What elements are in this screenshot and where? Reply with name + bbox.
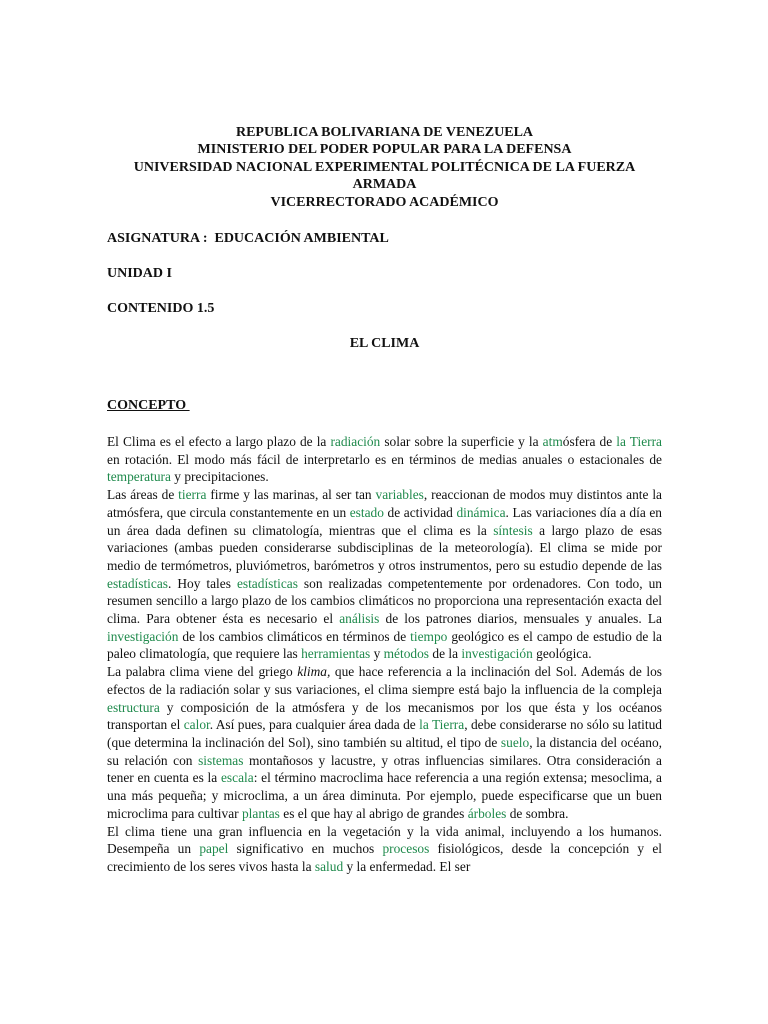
inline-link[interactable]: estadísticas [107,575,168,591]
inline-link[interactable]: métodos [383,646,430,662]
paragraph-text: y precipitaciones. [170,469,269,485]
inline-link[interactable]: estadísticas [236,575,298,591]
inline-link[interactable]: herramientas [301,646,371,662]
inline-link[interactable]: estructura [107,699,160,715]
inline-link[interactable]: la Tierra [616,434,662,450]
inline-link[interactable]: dinámica [456,504,506,520]
document-body [107,433,662,876]
paragraph-text: significativo en muchos [228,841,383,857]
paragraph-text: de los patrones diarios, mensuales y anuales. La [379,611,662,627]
paragraph-text: El clima tiene una gran influencia en la vegetación y la vida animal, incluyendo a los humanos. Desempeña un [107,823,662,857]
unidad-label: UNIDAD I [107,266,172,282]
header-line-universidad: UNIVERSIDAD NACIONAL EXPERIMENTAL POLITÉCNICA DE LA FUERZA [133,159,636,175]
inline-link[interactable]: suelo [500,734,530,750]
inline-link[interactable]: atm [542,434,563,450]
paragraph-text: montañosos y lacustre, y otras influencias similares. Otra consideración a tener en cuenta es la [107,752,663,786]
inline-link[interactable]: variables [375,487,424,503]
paragraph-text: , debe considerarse no sólo su latitud (que determina la inclinación del Sol), sino también su altitud, el tipo de [107,717,662,750]
paragraph-text: geológico es el campo de estudio de la paleo climatología, que requiere las [107,628,662,662]
paragraph-text: a largo plazo de esas variaciones (ambas pueden considerarse subdisciplinas de la meteorología). El clima se mide por medio de termómetros, pluviómetros, barómetros y otros instrumentos, pero su estudio depende de las [107,522,663,573]
body-paragraph [107,823,662,876]
paragraph-text: es el que hay al abrigo de grandes [279,805,468,821]
inline-link[interactable]: calor [183,717,210,733]
inline-link[interactable]: investigación [107,628,179,644]
paragraph-text: , reaccionan de modos muy distintos ante la atmósfera, que circula constantemente en un [107,487,662,520]
inline-link[interactable]: tierra [178,487,207,503]
inline-link[interactable]: procesos [382,841,430,857]
inline-link[interactable]: análisis [339,611,380,627]
paragraph-text: que hace referencia a la inclinación del Sol. Además de los efectos de la radiación solar y sus variaciones, el clima siempre está bajo la influencia de la compleja [107,664,662,697]
paragraph-text: . Hoy tales [167,575,237,591]
header-line-vicerrectorado: VICERRECTORADO ACADÉMICO [270,194,499,210]
inline-link[interactable]: salud [314,858,344,874]
paragraph-text: : el término macroclima hace referencia a una región extensa; mesoclima, a una más pequeña; y microclima, a un área diminuta. Por ejemplo, puede especificarse que un buen microclima para cultivar [107,770,662,821]
inline-link[interactable]: sistemas [198,752,244,768]
paragraph-text: . Así pues, para cualquier área dada de [209,717,420,733]
inline-link[interactable]: papel [199,841,229,857]
paragraph-text: fisiológicos, desde la concepción y el crecimiento de los seres vivos hasta la [107,841,662,874]
inline-link[interactable]: estado [349,504,384,520]
inline-link[interactable]: árboles [467,805,507,821]
paragraph-text: , la distancia del océano, su relación con [107,734,662,768]
italic-term: klima, [297,664,331,680]
paragraph-text: de la [429,646,462,662]
paragraph-text: de los cambios climáticos en términos de [178,628,411,644]
inline-link[interactable]: temperatura [107,469,171,485]
asignatura-label: ASIGNATURA : EDUCACIÓN AMBIENTAL [107,231,389,247]
document-header [107,124,662,211]
header-line-armada: ARMADA [352,177,417,193]
paragraph-text: en rotación. El modo más fácil de interpretarlo es en términos de medias anuales o estacionales de [107,451,662,467]
inline-link[interactable]: radiación [330,434,381,450]
paragraph-text: La palabra clima viene del griego [107,664,298,680]
paragraph-text: El Clima es el efecto a largo plazo de la [107,434,331,450]
body-paragraph [107,663,662,822]
paragraph-text: . Las variaciones día a día en un área dada definen su climatología, mientras que el clima es la [107,504,662,538]
body-paragraph [107,433,662,486]
paragraph-text: de sombra. [506,805,569,821]
paragraph-text: y [370,646,384,662]
paragraph-text: firme y las marinas, al ser tan [206,487,376,503]
header-line-ministerio: MINISTERIO DEL PODER POPULAR PARA LA DEFENSA [197,142,572,158]
paragraph-text: de actividad [383,504,457,520]
contenido-label: CONTENIDO 1.5 [107,301,215,317]
paragraph-text: son realizadas competentemente por ordenadores. Con todo, un resumen sencillo a largo plazo de los cambios climáticos no proporciona una representación exacta del clima. Para obtener ésta es necesario el [107,575,662,627]
paragraph-text: geológica. [532,646,592,662]
concepto-heading: CONCEPTO [107,398,190,414]
inline-link[interactable]: escala [220,770,254,786]
paragraph-text: solar sobre la superficie y la [380,434,543,450]
paragraph-text: Las áreas de [107,487,179,503]
document-title: EL CLIMA [349,336,420,352]
header-line-republica: REPUBLICA BOLIVARIANA DE VENEZUELA [235,125,534,140]
inline-link[interactable]: la Tierra [419,717,465,733]
inline-link[interactable]: plantas [241,805,280,821]
inline-link[interactable]: investigación [461,646,533,662]
paragraph-text: y la enfermedad. El ser [343,858,471,874]
paragraph-text: y composición de la atmósfera y de los mecanismos por los que ésta y los océanos transportan el [107,699,662,733]
body-paragraph [107,486,662,663]
paragraph-text: ósfera de [562,434,617,450]
inline-link[interactable]: tiempo [410,628,448,644]
inline-link[interactable]: síntesis [493,522,533,538]
